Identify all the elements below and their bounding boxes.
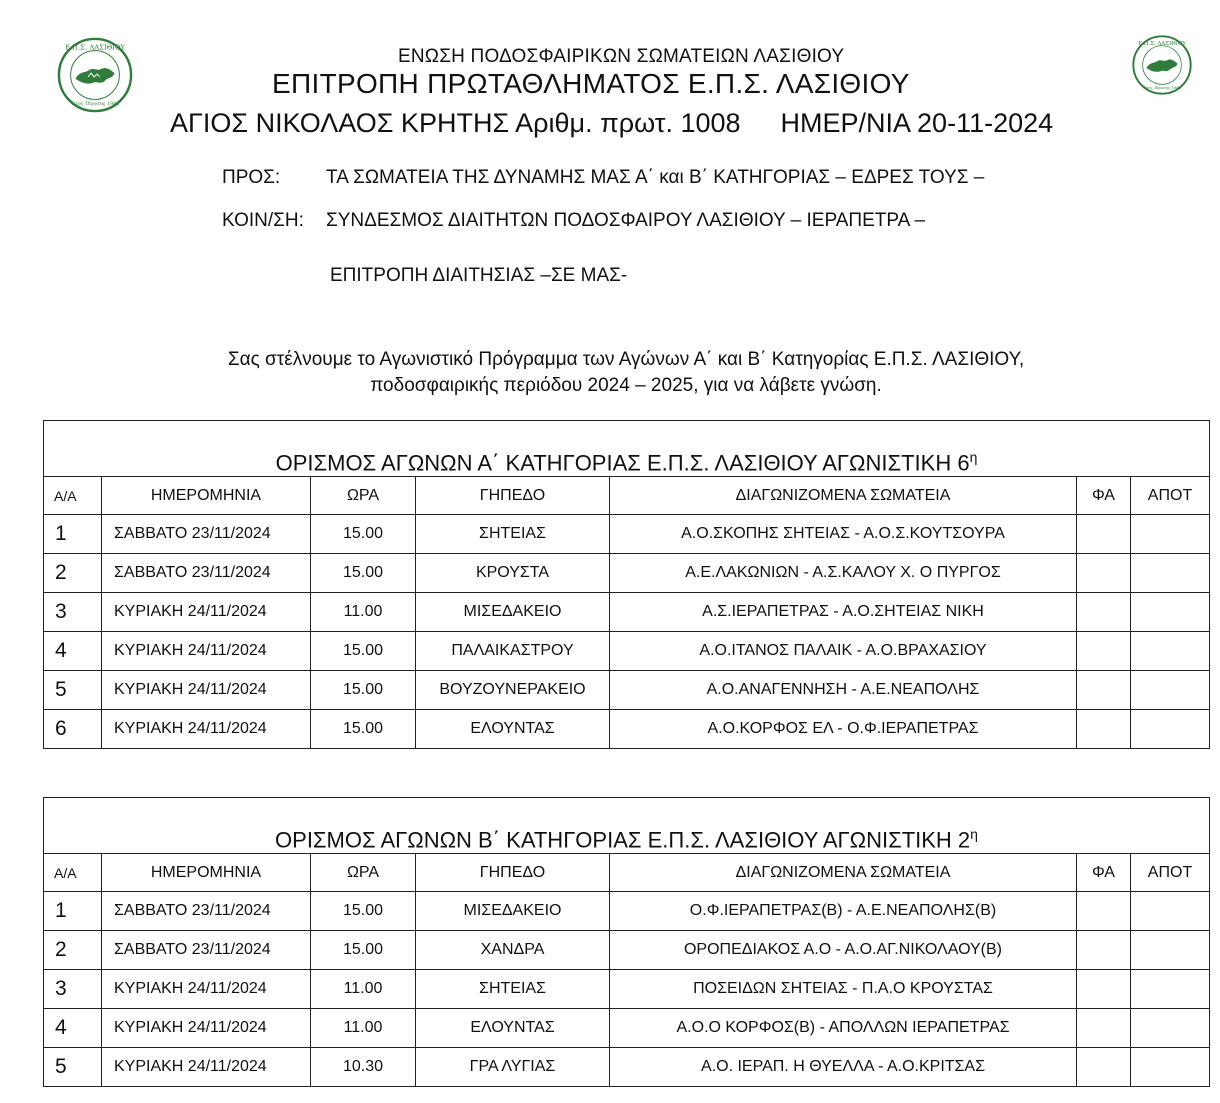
cell-teams: Α.Σ.ΙΕΡΑΠΕΤΡΑΣ - Α.Ο.ΣΗΤΕΙΑΣ ΝΙΚΗ bbox=[610, 593, 1077, 632]
intro-line-1: Σας στέλνουμε το Αγωνιστικό Πρόγραμμα των Αγώνων Α΄ και Β΄ Κατηγορίας Ε.Π.Σ. ΛΑΣΙΘΙΟΥ, bbox=[227, 349, 1025, 370]
table-b-caption-row bbox=[44, 798, 1210, 854]
table-a-caption-row bbox=[44, 421, 1210, 477]
col-header-time: ΩΡΑ bbox=[311, 477, 416, 515]
cell-result bbox=[1131, 515, 1210, 554]
recipients-cc-2: ΕΠΙΤΡΟΠΗ ΔΙΑΙΤΗΣΙΑΣ –ΣΕ ΜΑΣ- bbox=[330, 265, 628, 286]
cell-fa bbox=[1077, 892, 1131, 931]
table-b-header-row bbox=[44, 854, 1210, 892]
intro-line-2: ποδοσφαιρικής περιόδου 2024 – 2025, για να λάβετε γνώση. bbox=[370, 375, 882, 396]
cell-date: ΚΥΡΙΑΚΗ 24/11/2024 bbox=[102, 1048, 311, 1087]
cell-venue: ΒΟΥΖΟΥΝΕΡΑΚΕΙΟ bbox=[416, 671, 610, 710]
col-header-venue: ΓΗΠΕΔΟ bbox=[416, 477, 610, 515]
cell-date: ΚΥΡΙΑΚΗ 24/11/2024 bbox=[102, 1009, 311, 1048]
cell-result bbox=[1131, 671, 1210, 710]
col-header-date: ΗΜΕΡΟΜΗΝΙΑ bbox=[102, 854, 311, 892]
to-label: ΠΡΟΣ: bbox=[222, 167, 281, 188]
col-header-date: ΗΜΕΡΟΜΗΝΙΑ bbox=[102, 477, 311, 515]
table-row bbox=[44, 892, 1210, 931]
cell-venue: ΜΙΣΕΔΑΚΕΙΟ bbox=[416, 892, 610, 931]
cell-result bbox=[1131, 554, 1210, 593]
table-row bbox=[44, 515, 1210, 554]
table-a-title-sup: η bbox=[969, 448, 978, 465]
cell-result bbox=[1131, 970, 1210, 1009]
to-value: ΤΑ ΣΩΜΑΤΕΙΑ ΤΗΣ ΔΥΝΑΜΗΣ ΜΑΣ Α΄ και Β΄ ΚΑΤΗΓΟΡΙΑΣ – ΕΔΡΕΣ ΤΟΥΣ – bbox=[326, 167, 985, 188]
place-and-reference bbox=[170, 108, 1053, 139]
cell-time: 15.00 bbox=[311, 671, 416, 710]
table-row bbox=[44, 970, 1210, 1009]
cell-aa: 5 bbox=[44, 1048, 102, 1087]
col-header-result: ΑΠΟΤ bbox=[1131, 477, 1210, 515]
cell-time: 15.00 bbox=[311, 892, 416, 931]
cell-fa bbox=[1077, 1009, 1131, 1048]
cell-time: 15.00 bbox=[311, 710, 416, 749]
cell-aa: 1 bbox=[44, 515, 102, 554]
table-b-title bbox=[44, 798, 1210, 854]
col-header-aa: Α/Α bbox=[44, 854, 102, 892]
table-row bbox=[44, 931, 1210, 970]
svg-text:Έτος Ίδρυσης 1982: Έτος Ίδρυσης 1982 bbox=[70, 101, 120, 108]
cell-fa bbox=[1077, 632, 1131, 671]
cell-date: ΚΥΡΙΑΚΗ 24/11/2024 bbox=[102, 970, 311, 1009]
cell-time: 11.00 bbox=[311, 1009, 416, 1048]
col-header-fa: ΦΑ bbox=[1077, 477, 1131, 515]
cell-aa: 2 bbox=[44, 554, 102, 593]
cell-venue: ΧΑΝΔΡΑ bbox=[416, 931, 610, 970]
cell-result bbox=[1131, 1048, 1210, 1087]
union-name: ΕΝΩΣΗ ΠΟΔΟΣΦΑΙΡΙΚΩΝ ΣΩΜΑΤΕΙΩΝ ΛΑΣΙΘΙΟΥ bbox=[398, 46, 845, 67]
cell-venue: ΣΗΤΕΙΑΣ bbox=[416, 515, 610, 554]
table-a-title-text: ΟΡΙΣΜΟΣ ΑΓΩΝΩΝ Α΄ ΚΑΤΗΓΟΡΙΑΣ Ε.Π.Σ. ΛΑΣΙΘΙΟΥ ΑΓΩΝΙΣΤΙΚΗ 6 bbox=[275, 450, 970, 475]
cell-teams: Α.Ε.ΛΑΚΩΝΙΩΝ - Α.Σ.ΚΑΛΟΥ Χ. Ο ΠΥΡΓΟΣ bbox=[610, 554, 1077, 593]
cell-fa bbox=[1077, 554, 1131, 593]
cell-venue: ΜΙΣΕΔΑΚΕΙΟ bbox=[416, 593, 610, 632]
cell-venue: ΚΡΟΥΣΤΑ bbox=[416, 554, 610, 593]
cell-date: ΚΥΡΙΑΚΗ 24/11/2024 bbox=[102, 671, 311, 710]
cell-time: 10.30 bbox=[311, 1048, 416, 1087]
intro-text bbox=[0, 347, 1220, 399]
col-header-teams: ΔΙΑΓΩΝΙΖΟΜΕΝΑ ΣΩΜΑΤΕΙΑ bbox=[610, 854, 1077, 892]
cell-aa: 2 bbox=[44, 931, 102, 970]
cell-fa bbox=[1077, 710, 1131, 749]
col-header-aa: Α/Α bbox=[44, 477, 102, 515]
cell-venue: ΣΗΤΕΙΑΣ bbox=[416, 970, 610, 1009]
col-header-result: ΑΠΟΤ bbox=[1131, 854, 1210, 892]
cell-venue: ΕΛΟΥΝΤΑΣ bbox=[416, 1009, 610, 1048]
cell-venue: ΠΑΛΑΙΚΑΣΤΡΟΥ bbox=[416, 632, 610, 671]
cell-date: ΣΑΒΒΑΤΟ 23/11/2024 bbox=[102, 515, 311, 554]
cell-result bbox=[1131, 710, 1210, 749]
cell-time: 11.00 bbox=[311, 970, 416, 1009]
cell-result bbox=[1131, 892, 1210, 931]
svg-text:Έτος Ίδρυσης 1982: Έτος Ίδρυσης 1982 bbox=[1142, 85, 1182, 91]
cell-teams: Α.Ο.ΚΟΡΦΟΣ ΕΛ - Ο.Φ.ΙΕΡΑΠΕΤΡΑΣ bbox=[610, 710, 1077, 749]
col-header-time: ΩΡΑ bbox=[311, 854, 416, 892]
cell-fa bbox=[1077, 1048, 1131, 1087]
table-row bbox=[44, 554, 1210, 593]
cell-fa bbox=[1077, 593, 1131, 632]
cell-time: 11.00 bbox=[311, 593, 416, 632]
svg-text:Ε.Π.Σ. ΛΑΣΙΘΙΟΥ: Ε.Π.Σ. ΛΑΣΙΘΙΟΥ bbox=[64, 43, 126, 52]
cell-aa: 6 bbox=[44, 710, 102, 749]
schedule-table-b bbox=[43, 797, 1210, 1087]
cell-time: 15.00 bbox=[311, 632, 416, 671]
federation-logo-left bbox=[56, 36, 134, 114]
cell-result bbox=[1131, 593, 1210, 632]
cell-venue: ΕΛΟΥΝΤΑΣ bbox=[416, 710, 610, 749]
table-b-title-text: ΟΡΙΣΜΟΣ ΑΓΩΝΩΝ Β΄ ΚΑΤΗΓΟΡΙΑΣ Ε.Π.Σ. ΛΑΣΙΘΙΟΥ ΑΓΩΝΙΣΤΙΚΗ 2 bbox=[275, 827, 971, 852]
table-row bbox=[44, 593, 1210, 632]
cell-time: 15.00 bbox=[311, 931, 416, 970]
cell-teams: Α.Ο.Ο ΚΟΡΦΟΣ(Β) - ΑΠΟΛΛΩΝ ΙΕΡΑΠΕΤΡΑΣ bbox=[610, 1009, 1077, 1048]
cell-date: ΚΥΡΙΑΚΗ 24/11/2024 bbox=[102, 593, 311, 632]
table-row bbox=[44, 1009, 1210, 1048]
table-row bbox=[44, 671, 1210, 710]
cell-aa: 4 bbox=[44, 632, 102, 671]
table-a-title bbox=[44, 421, 1210, 477]
col-header-fa: ΦΑ bbox=[1077, 854, 1131, 892]
federation-logo-right bbox=[1131, 34, 1193, 96]
committee-title: ΕΠΙΤΡΟΠΗ ΠΡΩΤΑΘΛΗΜΑΤΟΣ Ε.Π.Σ. ΛΑΣΙΘΙΟΥ bbox=[272, 68, 910, 99]
cc-label: ΚΟΙΝ/ΣΗ: bbox=[222, 210, 304, 231]
table-row bbox=[44, 710, 1210, 749]
cell-aa: 1 bbox=[44, 892, 102, 931]
cell-date: ΣΑΒΒΑΤΟ 23/11/2024 bbox=[102, 554, 311, 593]
cell-date: ΣΑΒΒΑΤΟ 23/11/2024 bbox=[102, 892, 311, 931]
cell-date: ΚΥΡΙΑΚΗ 24/11/2024 bbox=[102, 710, 311, 749]
cell-aa: 3 bbox=[44, 593, 102, 632]
cc-value: ΣΥΝΔΕΣΜΟΣ ΔΙΑΙΤΗΤΩΝ ΠΟΔΟΣΦΑΙΡΟΥ ΛΑΣΙΘΙΟΥ – ΙΕΡΑΠΕΤΡΑ – bbox=[326, 210, 926, 231]
cell-result bbox=[1131, 931, 1210, 970]
document-date: ΗΜΕΡ/ΝΙΑ 20-11-2024 bbox=[780, 108, 1054, 138]
svg-text:Ε.Π.Σ. ΛΑΣΙΘΙΟΥ: Ε.Π.Σ. ΛΑΣΙΘΙΟΥ bbox=[1138, 40, 1186, 47]
cell-teams: ΠΟΣΕΙΔΩΝ ΣΗΤΕΙΑΣ - Π.Α.Ο ΚΡΟΥΣΤΑΣ bbox=[610, 970, 1077, 1009]
cell-aa: 3 bbox=[44, 970, 102, 1009]
cell-fa bbox=[1077, 515, 1131, 554]
schedule-table-a bbox=[43, 420, 1210, 749]
cell-result bbox=[1131, 1009, 1210, 1048]
cell-fa bbox=[1077, 970, 1131, 1009]
cell-teams: Α.Ο.ΑΝΑΓΕΝΝΗΣΗ - Α.Ε.ΝΕΑΠΟΛΗΣ bbox=[610, 671, 1077, 710]
cell-teams: ΟΡΟΠΕΔΙΑΚΟΣ Α.Ο - Α.Ο.ΑΓ.ΝΙΚΟΛΑΟΥ(Β) bbox=[610, 931, 1077, 970]
cell-aa: 4 bbox=[44, 1009, 102, 1048]
cell-teams: Α.Ο.ΙΤΑΝΟΣ ΠΑΛΑΙΚ - Α.Ο.ΒΡΑΧΑΣΙΟΥ bbox=[610, 632, 1077, 671]
table-row bbox=[44, 632, 1210, 671]
recipients-cc bbox=[222, 210, 925, 232]
cell-teams: Α.Ο.ΣΚΟΠΗΣ ΣΗΤΕΙΑΣ - Α.Ο.Σ.ΚΟΥΤΣΟΥΡΑ bbox=[610, 515, 1077, 554]
cell-date: ΚΥΡΙΑΚΗ 24/11/2024 bbox=[102, 632, 311, 671]
cell-fa bbox=[1077, 671, 1131, 710]
cell-venue: ΓΡΑ ΛΥΓΙΑΣ bbox=[416, 1048, 610, 1087]
cell-teams: Α.Ο. ΙΕΡΑΠ. Η ΘΥΕΛΛΑ - Α.Ο.ΚΡΙΤΣΑΣ bbox=[610, 1048, 1077, 1087]
table-b-title-sup: η bbox=[970, 825, 978, 842]
cell-fa bbox=[1077, 931, 1131, 970]
table-a-header-row bbox=[44, 477, 1210, 515]
col-header-venue: ΓΗΠΕΔΟ bbox=[416, 854, 610, 892]
cell-result bbox=[1131, 632, 1210, 671]
cell-teams: Ο.Φ.ΙΕΡΑΠΕΤΡΑΣ(Β) - Α.Ε.ΝΕΑΠΟΛΗΣ(Β) bbox=[610, 892, 1077, 931]
recipients-to bbox=[222, 167, 984, 189]
cell-time: 15.00 bbox=[311, 515, 416, 554]
cell-aa: 5 bbox=[44, 671, 102, 710]
col-header-teams: ΔΙΑΓΩΝΙΖΟΜΕΝΑ ΣΩΜΑΤΕΙΑ bbox=[610, 477, 1077, 515]
table-row bbox=[44, 1048, 1210, 1087]
place-reference: ΑΓΙΟΣ ΝΙΚΟΛΑΟΣ ΚΡΗΤΗΣ Αριθμ. πρωτ. 1008 bbox=[170, 108, 741, 138]
cell-time: 15.00 bbox=[311, 554, 416, 593]
cell-date: ΣΑΒΒΑΤΟ 23/11/2024 bbox=[102, 931, 311, 970]
